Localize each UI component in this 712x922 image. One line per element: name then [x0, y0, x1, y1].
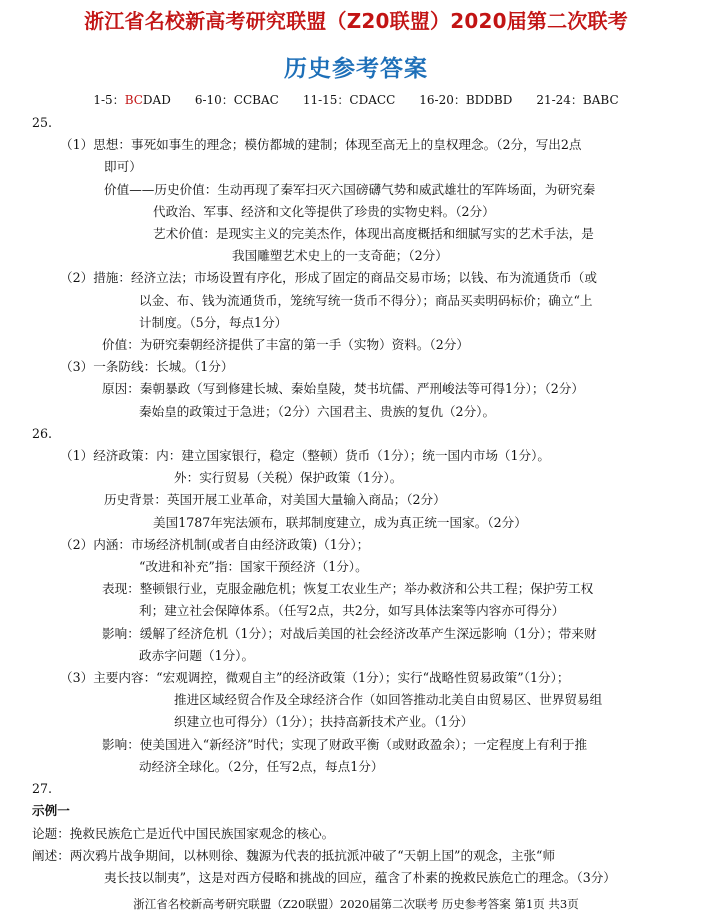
answer-line: （1）经济政策：内：建立国家银行，稳定（整顿）货币（1分）；统一国内市场（1分）。	[60, 448, 551, 464]
answer-line: 利；建立社会保障体系。（任写2点，共2分，如写具体法案等内容亦可得分）	[139, 603, 565, 619]
answer-line: 计制度。（5分，每点1分）	[139, 314, 288, 330]
answer-line: 美国1787年宪法颁布，联邦制度建立，成为真正统一国家。（2分）	[153, 514, 527, 530]
answer-line: 即可）	[104, 159, 142, 175]
answer-line: （2）内涵：市场经济机制(或者自由经济政策)（1分）；	[60, 536, 370, 552]
answer-line: 艺术价值：是现实主义的完美杰作，体现出高度概括和细腻写实的艺术手法，是	[153, 226, 594, 242]
document-subtitle: 历史参考答案	[284, 56, 428, 82]
answer-line: 政赤字问题（1分）。	[139, 647, 255, 663]
answer-line: 表现：整顿银行业，克服金融危机；恢复工农业生产；举办救济和公共工程；保护劳工权	[102, 581, 594, 597]
answer-line: 历史背景：英国开展工业革命，对美国大量输入商品；（2分）	[104, 492, 446, 508]
answer-content	[32, 112, 692, 889]
answer-line: 以金、布、钱为流通货币，笼统写统一货币不得分）；商品买卖明码标价；确立“上	[139, 292, 593, 308]
multiple-choice-answers	[0, 91, 712, 108]
answer-line: 夷长技以制夷”，这是对西方侵略和挑战的回应，蕴含了朴素的挽救民族危亡的理念。（3分）	[104, 869, 616, 885]
answer-line: 影响：缓解了经济危机（1分）；对战后美国的社会经济改革产生深远影响（1分）；带来财	[102, 625, 597, 641]
question-number: 26.	[32, 425, 53, 441]
mc-highlight: BC	[124, 93, 143, 107]
answer-line: 织建立也可得分）（1分）；扶持高新技术产业。（1分）	[174, 714, 474, 730]
answer-line: 我国雕塑艺术史上的一支奇葩；（2分）	[232, 248, 448, 264]
answer-line: （1）思想：事死如事生的理念；模仿都城的建制；体现至高无上的皇权理念。（2分，写出2点	[60, 137, 582, 153]
answer-line: 动经济全球化。（2分，任写2点，每点1分）	[139, 758, 384, 774]
mc-prefix: 1-5：	[93, 93, 125, 107]
answer-line: 外：实行贸易（关税）保护政策（1分）。	[174, 470, 403, 486]
answer-line: “改进和补充”指：国家干预经济（1分）。	[139, 559, 368, 575]
answer-line: 影响：使美国进入“新经济”时代；实现了财政平衡（或财政盈余）；一定程度上有利于推	[102, 736, 588, 752]
example-heading: 示例一	[32, 803, 70, 819]
answer-line: 推进区域经贸合作及全球经济合作（如回答推动北美自由贸易区、世界贸易组	[174, 692, 603, 708]
page-footer: 浙江省名校新高考研究联盟（Z20联盟）2020届第二次联考 历史参考答案 第1页 共3页	[133, 897, 579, 911]
answer-line: （3）主要内容：“宏观调控，微观自主”的经济政策（1分）；实行“战略性贸易政策”（1分）；	[60, 670, 570, 686]
question-number: 25.	[32, 115, 53, 130]
answer-line: 阐述：两次鸦片战争期间，以林则徐、魏源为代表的抵抗派冲破了“天朝上国”的观念，主张“师	[32, 847, 556, 863]
answer-line: 代政治、军事、经济和文化等提供了珍贵的实物史料。（2分）	[153, 203, 495, 219]
answer-line: （3）一条防线：长城。（1分）	[60, 359, 234, 375]
answer-line: 论题：挽救民族危亡是近代中国民族国家观念的核心。	[32, 825, 335, 841]
mc-rest: DAD 6-10：CCBAC 11-15：CDACC 16-20：BDDBD 21-24：BABC	[142, 93, 619, 107]
answer-line: 价值：为研究秦朝经济提供了丰富的第一手（实物）资料。（2分）	[102, 337, 469, 353]
answer-line: 价值——历史价值：生动再现了秦军扫灭六国磅礴气势和威武雄壮的军阵场面，为研究秦	[104, 181, 596, 197]
document-title: 浙江省名校新高考研究联盟（Z20联盟）2020届第二次联考	[84, 9, 628, 33]
answer-line: 秦始皇的政策过于急进；（2分）六国君主、贵族的复仇（2分）。	[139, 403, 496, 419]
answer-line: （2）措施：经济立法；市场设置有序化，形成了固定的商品交易市场；以钱、布为流通货币（或	[60, 270, 597, 286]
answer-line: 原因：秦朝暴政（写到修建长城、秦始皇陵，焚书坑儒、严刑峻法等可得1分）；（2分）	[102, 381, 584, 397]
question-number: 27.	[32, 781, 53, 797]
